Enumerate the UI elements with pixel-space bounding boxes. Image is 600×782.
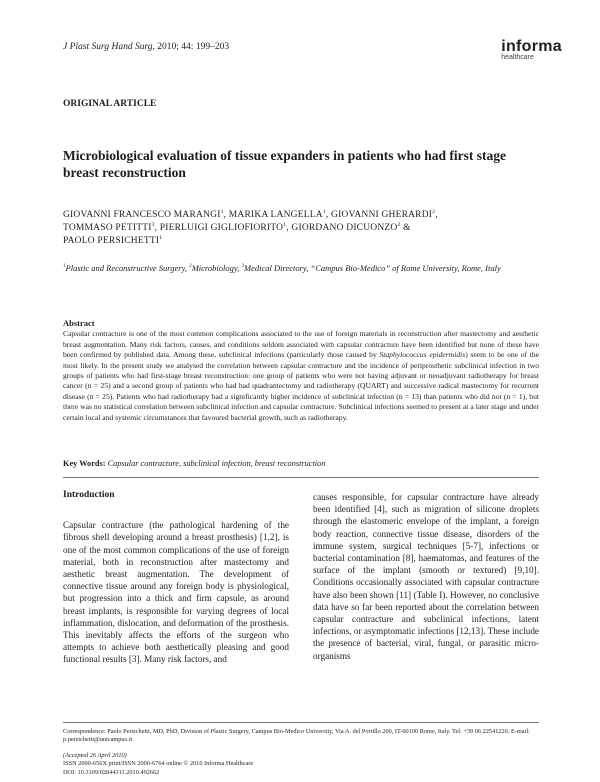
- affil-mark: 3: [241, 263, 244, 270]
- footnote-divider: [63, 722, 539, 723]
- paper-title: Microbiological evaluation of tissue expanders in patients who had first stage breast reconstruction: [63, 148, 507, 180]
- correspondence-note: Correspondence: Paolo Persichetti, MD, PhD, Division of Plastic Surgery, Campus Bio-Medico University, Via A. del Portillo 200, IT-00100 Rome, Italy. Tel: +39 06 22541220. E-mail: p.persichetti@unicampus.it: [63, 728, 530, 744]
- issn-line: ISSN 2000-656X print/ISSN 2000-6764 online © 2010 Informa Healthcare: [63, 760, 254, 768]
- body-paragraph: causes responsible, for capsular contracture have already been identified [4], such as migration of silicone droplets through the elastomeric envelope of the implant, a foreign body reaction, connective tissue disease, disorders of the immune system, surgical techniques [5-7], infections or bacterial contamination [8], haematomas, and features of the surface of the implant (smooth or textured) [9,10]. Conditions occasionally associated with capsular contracture have also been shown [11] (Table I). However, no conclusive data have so far been reported about the correlation between capsular contracture and subclinical infections, latent infections, or asymptomatic infections [12,13]. These include the presence of bacterial, viral, fungal, or parasitic micro-organisms: [313, 492, 539, 661]
- abstract-text: ) seem to be one of the most likely. In the present study we analysed the correlation between capsular contracture and the incidence of periprosthetic subclinical infection in two groups of patients who had first-stage breast reconstruction: one group of patients who were not having adjuvant or neoadjuvant radiotherapy for breast cancer (n = 25) and a second group of patients who had had quadrantectomy and radiotherapy (QUART) and successive radical mastectomy for recurrent disease (n = 25). Patients who had radiotherapy had a significantly higher incidence of subclinical infection (n = 13) than patients who did not (n = 1), but there was no statistical correlation between subclinical infection and capsular contracture. Subclinical infections seemed to present at a later stage and under certain local and systemic circumstances that favoured bacterial growth, such as radiotherapy.: [63, 350, 539, 422]
- author-affil-mark: 1: [322, 208, 326, 215]
- affil-text: Medical Directory, “Campus Bio-Medico” of Rome University, Rome, Italy: [244, 263, 501, 273]
- publisher-subtitle: healthcare: [501, 54, 534, 61]
- author-name: GIOVANNI FRANCESCO MARANGI: [63, 210, 221, 220]
- keywords: [63, 459, 539, 468]
- author-name: , PIERLUIGI GIGLIOFIORITO: [154, 223, 284, 233]
- abstract-heading: Abstract: [63, 318, 95, 328]
- article-type: ORIGINAL ARTICLE: [63, 99, 157, 109]
- doi-line: DOI: 10.3109/02844311.2010.492662: [63, 768, 160, 776]
- abstract: [63, 318, 539, 423]
- author-affil-mark: 2: [432, 208, 436, 215]
- author-name: , MARIKA LANGELLA: [223, 210, 323, 220]
- publisher-name: informa: [501, 38, 562, 55]
- affil-text: Plastic and Reconstructive Surgery,: [65, 263, 190, 273]
- affil-mark: 2: [189, 263, 192, 270]
- journal-name: J Plast Surg Hand Surg: [63, 42, 153, 52]
- author-name: , GIOVANNI GHERARDI: [325, 210, 433, 220]
- author-affil-mark: 1: [220, 208, 224, 215]
- section-heading: Introduction: [63, 490, 115, 500]
- author-separator: &: [400, 223, 411, 233]
- abstract-text: Capsular contracture is one of the most common complications associated to the use of foreign materials in reconstruction after mastectomy and aesthetic breast augmentation. Many risk factors, causes, and conditions seldom associated with capsular contracture have been identified but none of these have been confirmed by published data. Among these, subclinical infections (particularly those caused by: [63, 329, 539, 360]
- intro-left-column: [63, 489, 289, 666]
- author-name: , GIORDANO DICUONZO: [286, 223, 398, 233]
- author-affil-mark: 1: [159, 234, 163, 241]
- affil-text: Microbiology,: [191, 263, 242, 273]
- accepted-date: (Accepted 26 April 2010): [63, 752, 127, 759]
- publisher-logo: [501, 38, 562, 61]
- journal-volume: , 2010; 44: 199–203: [152, 42, 230, 52]
- affil-mark: 1: [63, 263, 66, 270]
- author-separator: ,: [435, 210, 438, 220]
- author-name: TOMMASO PETITTI: [63, 223, 152, 233]
- abstract-species: Staphylococcus epidermidis: [379, 350, 466, 360]
- journal-citation: [63, 42, 229, 52]
- affiliations: [63, 263, 543, 274]
- author-affil-mark: 3: [151, 221, 155, 228]
- author-affil-mark: 2: [397, 221, 401, 228]
- author-affil-mark: 1: [283, 221, 287, 228]
- intro-right-column: [313, 491, 539, 662]
- author-name: PAOLO PERSICHETTI: [63, 236, 160, 246]
- body-paragraph: Capsular contracture (the pathological hardening of the fibrous shell developing around a breast prosthesis) [1,2], is one of the most common complications of the use of foreign material, both in reconstruction after mastectomy and aesthetic breast augmentation. The development of connective tissue around any foreign body is physiological, but progression into a thick and firm capsule, as around breast implants, is responsible for varying degrees of local inflammation, dislocation, and deformation of the prosthesis. This inevitably affects the efforts of the surgeon who attempts to achieve both aesthetically pleasing and good functional results [3]. Many risk factors, and: [63, 520, 289, 665]
- page-footer: [63, 752, 253, 777]
- author-list: [63, 209, 543, 248]
- keywords-label: Key Words:: [63, 459, 106, 468]
- keywords-text: Capsular contracture, subclinical infection, breast reconstruction: [107, 459, 326, 468]
- section-divider: [63, 477, 539, 478]
